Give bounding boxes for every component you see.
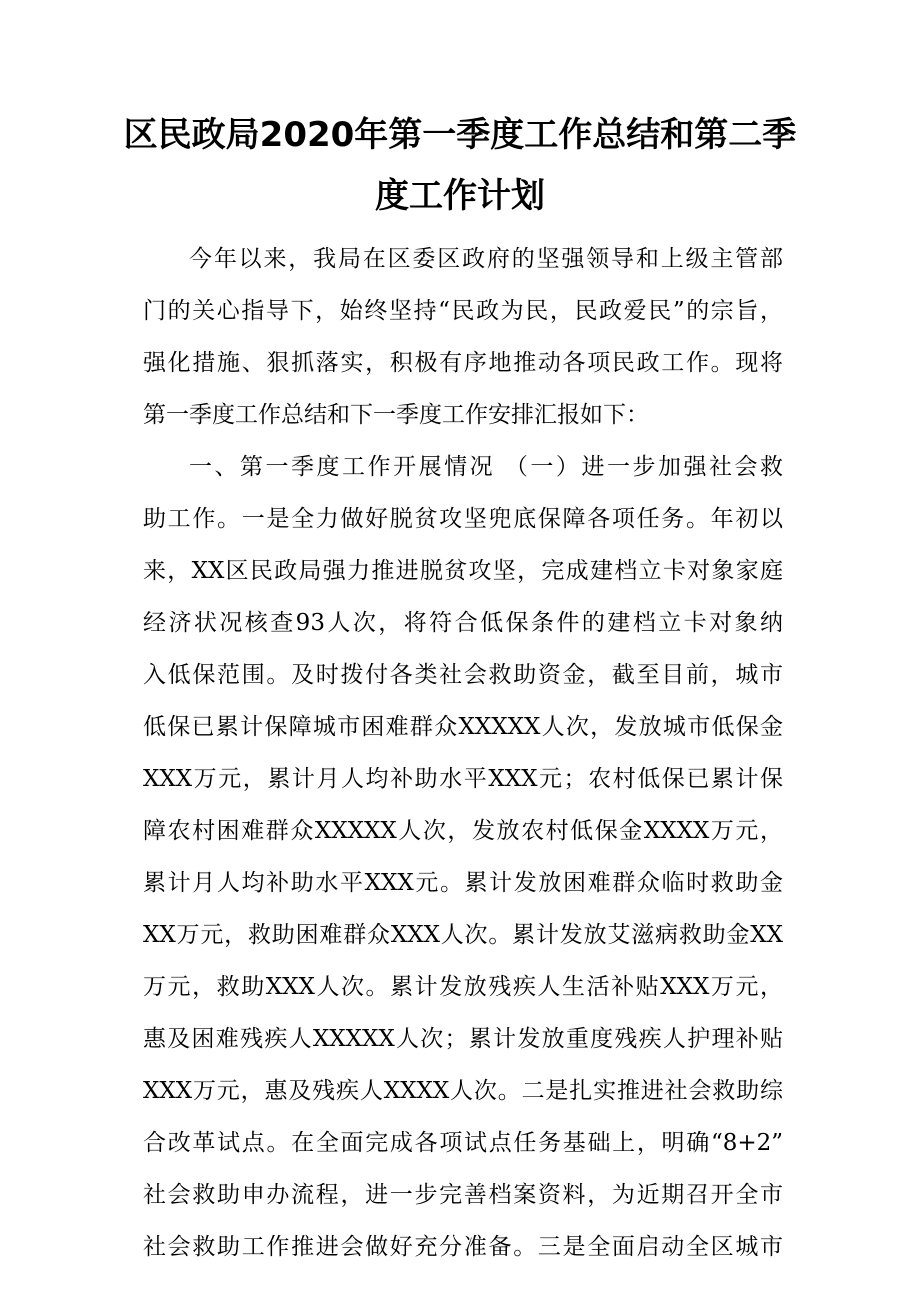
body-line: 社会救助工作推进会做好充分准备。三是全面启动全区城市 (143, 1234, 783, 1260)
body-line: 助工作。一是全力做好脱贫攻坚兜底保障各项任务。年初以 (143, 506, 783, 532)
body-line: 强化措施、狠抓落实，积极有序地推动各项民政工作。现将 (143, 350, 783, 376)
body-line: 经济状况核查93人次，将符合低保条件的建档立卡对象纳 (143, 610, 783, 636)
body-line: 一、第一季度工作开展情况 （一）进一步加强社会救 (189, 454, 783, 480)
body-line: 门的关心指导下，始终坚持“民政为民，民政爱民”的宗旨， (143, 298, 783, 324)
document-title-line-1: 区民政局2020年第一季度工作总结和第二季 (123, 115, 797, 155)
body-line: 低保已累计保障城市困难群众XXXXX人次，发放城市低保金 (143, 714, 783, 740)
body-line: XXX万元，累计月人均补助水平XXX元；农村低保已累计保 (143, 766, 783, 792)
body-line: 社会救助申办流程，进一步完善档案资料，为近期召开全市 (143, 1182, 783, 1208)
body-line: 惠及困难残疾人XXXXX人次；累计发放重度残疾人护理补贴 (143, 1026, 783, 1052)
body-line: 障农村困难群众XXXXX人次，发放农村低保金XXXX万元， (143, 818, 783, 844)
document-body (143, 233, 783, 1273)
body-line: 第一季度工作总结和下一季度工作安排汇报如下： (143, 402, 649, 428)
body-line: 合改革试点。在全面完成各项试点任务基础上，明确“8+2” (143, 1130, 783, 1156)
body-line: 今年以来，我局在区委区政府的坚强领导和上级主管部 (189, 246, 783, 272)
body-line: 累计月人均补助水平XXX元。累计发放困难群众临时救助金 (143, 870, 783, 896)
body-line: 万元，救助XXX人次。累计发放残疾人生活补贴XXX万元， (143, 974, 783, 1000)
body-line: 入低保范围。及时拨付各类社会救助资金，截至目前，城市 (143, 662, 783, 688)
document-title-line-2: 度工作计划 (375, 176, 545, 216)
body-line: 来，XX区民政局强力推进脱贫攻坚，完成建档立卡对象家庭 (143, 558, 783, 584)
body-line: XXX万元，惠及残疾人XXXX人次。二是扎实推进社会救助综 (143, 1078, 783, 1104)
body-line: XX万元，救助困难群众XXX人次。累计发放艾滋病救助金XX (143, 922, 783, 948)
